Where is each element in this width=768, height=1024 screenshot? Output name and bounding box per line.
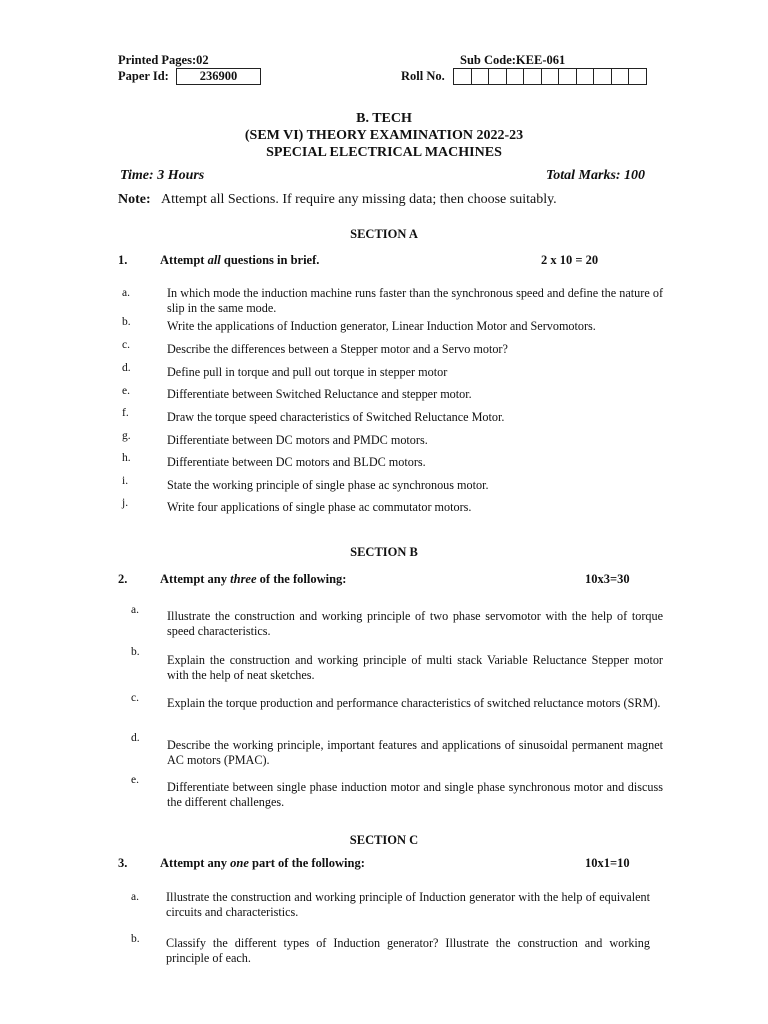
roll-box[interactable] [507,69,525,84]
paper-id-label: Paper Id: [118,69,169,83]
list-item-label: j. [122,497,129,509]
roll-box[interactable] [542,69,560,84]
list-item: Write four applications of single phase ac commutator motors. [167,500,472,514]
section-c-title: SECTION C [349,833,419,847]
list-item-label: h. [122,452,131,464]
q1-marks: 2 x 10 = 20 [541,253,599,267]
list-item-label: a. [131,891,139,903]
total-marks: Total Marks: 100 [546,168,646,183]
q3-marks: 10x1=10 [585,856,630,870]
list-item: Classify the different types of Induction generator? Illustrate the construction and working principle of each. [166,936,650,965]
roll-no-boxes[interactable] [453,68,647,85]
list-item-label: a. [131,604,139,616]
subject-title: SPECIAL ELECTRICAL MACHINES [266,145,502,160]
list-item: Describe the differences between a Stepper motor and a Servo motor? [167,342,508,356]
list-item-label: b. [131,646,140,658]
list-item-label: c. [131,692,139,704]
q3-number: 3. [118,856,128,870]
list-item-label: d. [131,732,140,744]
list-item: Differentiate between Switched Reluctance and stepper motor. [167,387,472,401]
list-item-label: f. [122,407,129,419]
q3-instruction: Attempt any one part of the following: [160,856,365,870]
list-item: In which mode the induction machine runs faster than the synchronous speed and define the nature of slip in the same mode. [167,286,663,315]
roll-box[interactable] [454,69,472,84]
list-item-label: g. [122,430,131,442]
list-item-label: d. [122,362,131,374]
printed-pages: Printed Pages:02 [118,53,209,67]
q2-number: 2. [118,572,128,586]
list-item: State the working principle of single phase ac synchronous motor. [167,478,489,492]
q1-number: 1. [118,253,128,267]
roll-box[interactable] [594,69,612,84]
roll-box[interactable] [489,69,507,84]
exam-time: Time: 3 Hours [120,168,205,183]
list-item: Write the applications of Induction generator, Linear Induction Motor and Servomotors. [167,319,596,333]
sub-code: Sub Code:KEE-061 [460,53,566,67]
list-item: Explain the torque production and performance characteristics of switched reluctance motors (SRM). [167,696,661,710]
list-item: Differentiate between single phase induction motor and single phase synchronous motor and discuss the different challenges. [167,780,663,809]
list-item: Differentiate between DC motors and PMDC motors. [167,433,428,447]
q2-instruction: Attempt any three of the following: [160,572,347,586]
q1-instruction: Attempt all questions in brief. [160,253,320,267]
list-item: Draw the torque speed characteristics of Switched Reluctance Motor. [167,410,505,424]
roll-box[interactable] [559,69,577,84]
roll-box[interactable] [524,69,542,84]
roll-box[interactable] [472,69,490,84]
exam-title: (SEM VI) THEORY EXAMINATION 2022-23 [244,128,524,143]
list-item-label: b. [131,933,140,945]
list-item-label: c. [122,339,130,351]
note-label: Note: [118,192,151,207]
list-item-label: i. [122,475,129,487]
list-item-label: a. [122,287,130,299]
note-text: Attempt all Sections. If require any missing data; then choose suitably. [161,192,557,207]
list-item: Illustrate the construction and working principle of two phase servomotor with the help of torque speed characteristics. [167,609,663,638]
list-item: Define pull in torque and pull out torque in stepper motor [167,365,448,379]
paper-id-box: 236900 [176,68,261,85]
roll-box[interactable] [612,69,630,84]
roll-no-label: Roll No. [401,69,445,83]
list-item-label: b. [122,316,131,328]
list-item: Illustrate the construction and working principle of Induction generator with the help of equivalent circuits and characteristics. [166,890,650,919]
list-item-label: e. [122,385,130,397]
roll-box[interactable] [629,69,647,84]
section-b-title: SECTION B [350,545,418,559]
roll-box[interactable] [577,69,595,84]
degree-title: B. TECH [356,111,412,126]
list-item-label: e. [131,774,139,786]
list-item: Explain the construction and working principle of multi stack Variable Reluctance Stepper motor with the help of neat sketches. [167,653,663,682]
list-item: Differentiate between DC motors and BLDC motors. [167,455,426,469]
list-item: Describe the working principle, important features and applications of sinusoidal permanent magnet AC motors (PMAC). [167,738,663,767]
section-a-title: SECTION A [350,227,418,241]
q2-marks: 10x3=30 [585,572,630,586]
